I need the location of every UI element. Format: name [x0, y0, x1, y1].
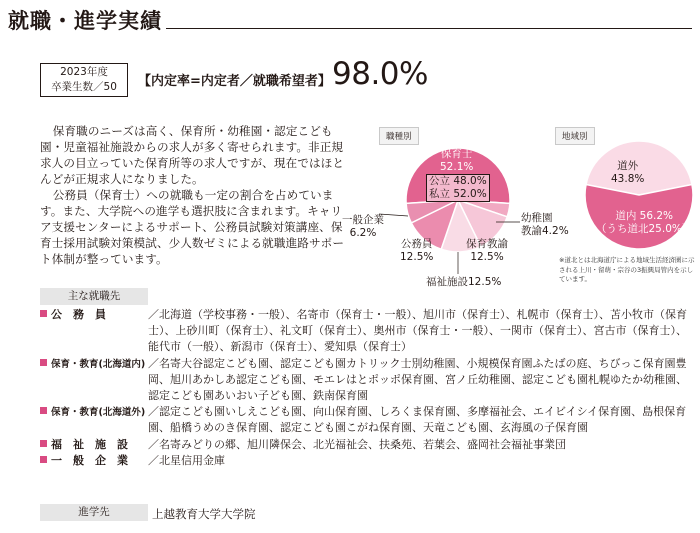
pie-label-ippan: 一般企業 6.2% [342, 214, 384, 239]
pie-label-dounai: 道内 56.2% （うち道北25.0%） [596, 210, 693, 235]
pie-label-hoikushi: 保育士 52.1% [440, 148, 474, 173]
region-chart-label: 地域別 [555, 127, 595, 145]
jobs-list [40, 307, 695, 469]
jobs-heading: 主な就職先 [40, 288, 148, 305]
advance-heading: 進学先 [40, 504, 148, 521]
job-destinations: ／北海道（学校事務・一般）、名寄市（保育士・一般）、旭川市（保育士）、札幌市（保育士）、苫小牧市（保育士）、上砂川町（保育士）、礼文町（保育士）、奥州市（保育士・一般）、一関市（保育士）、宮古市（保育士）、能代市（一般）、新潟市（保育士）、愛知県（保育士） [148, 308, 687, 354]
intro-paragraph: 保育職のニーズは高く、保育所・幼稚園・認定こども園・児童福祉施設からの求人が多く寄せられます。非正規求人の目立っていた保育所等の求人ですが、現在ではほとんどが正規求人になりました。 [40, 124, 345, 186]
job-category: 公 務 員 [40, 307, 148, 356]
category-marker-icon [40, 407, 47, 414]
job-row [40, 437, 695, 453]
job-destinations: ／名寄みどりの郷、旭川隣保会、北光福祉会、扶桑苑、若葉会、盛岡社会福祉事業団 [148, 437, 566, 451]
pie-label-hoikukyouyu: 保育教諭 12.5% [466, 238, 508, 263]
job-destinations: ／名寄大谷認定こども園、認定こども園カトリック士別幼稚園、小規模保育園ふたばの庭、ちびっこ保育園豊岡、旭川あかしあ認定こども園、モエレはとポッポ保育園、宮ノ丘幼稚園、認定こども園札幌ゆたか幼稚園、認定こども園あいおい子ども園、鉄南保育園 [148, 356, 687, 403]
pie-label-fukushi: 福祉施設12.5% [426, 276, 502, 288]
category-marker-icon [40, 310, 47, 317]
graduation-year: 2023年度 [60, 66, 108, 78]
job-row [40, 404, 695, 436]
job-type-chart-label: 職種別 [379, 127, 419, 145]
job-category: 保育・教育(北海道内) [40, 356, 148, 405]
intro-paragraph: 公務員（保育士）への就職も一定の割合を占めています。また、大学院への進学も選択肢に含まれます。キャリア支援センターによるサポート、公務員試験対策講座、保育士採用試験対策模試、少人数ゼミによる就職進路サポート体制が整っています。 [40, 188, 345, 266]
job-category: 一 般 企 業 [40, 453, 148, 469]
pie-label-koumuin: 公務員 12.5% [400, 238, 434, 263]
job-row [40, 453, 695, 469]
category-marker-icon [40, 456, 47, 463]
job-category: 福 祉 施 設 [40, 437, 148, 453]
page-title: 就職・進学実績 [8, 9, 162, 33]
category-marker-icon [40, 440, 47, 447]
region-note: ※道北とは北海道庁による地域生活経済圏に示される上川・留萌・宗谷の3振興局管内を示しています。 [559, 256, 695, 283]
pie-label-dougai: 道外 43.8% [611, 160, 645, 185]
category-marker-icon [40, 359, 47, 366]
job-row [40, 307, 695, 356]
pie-label-youchien: 幼稚園 教諭4.2% [521, 212, 569, 237]
job-row [40, 356, 695, 405]
job-destinations: ／北星信用金庫 [148, 453, 225, 467]
pie-label-public-private: 公立 48.0% 私立 52.0% [426, 174, 490, 202]
job-destinations: ／認定こども園いしえこども園、向山保育園、しろくま保育園、多摩福祉会、エイビイシイ保育園、島根保育園、船橋うめのき保育園、認定こども園こがね保育園、天竜こども園、玄海風の子保育園 [148, 405, 687, 435]
job-category: 保育・教育(北海道外) [40, 404, 148, 436]
employment-rate: 98.0% [332, 56, 428, 92]
rate-formula: 【内定率=内定者／就職希望者】 [138, 74, 331, 89]
advance-destination: 上越教育大学大学院 [152, 507, 256, 521]
graduates-count: 卒業生数／50 [51, 81, 117, 93]
